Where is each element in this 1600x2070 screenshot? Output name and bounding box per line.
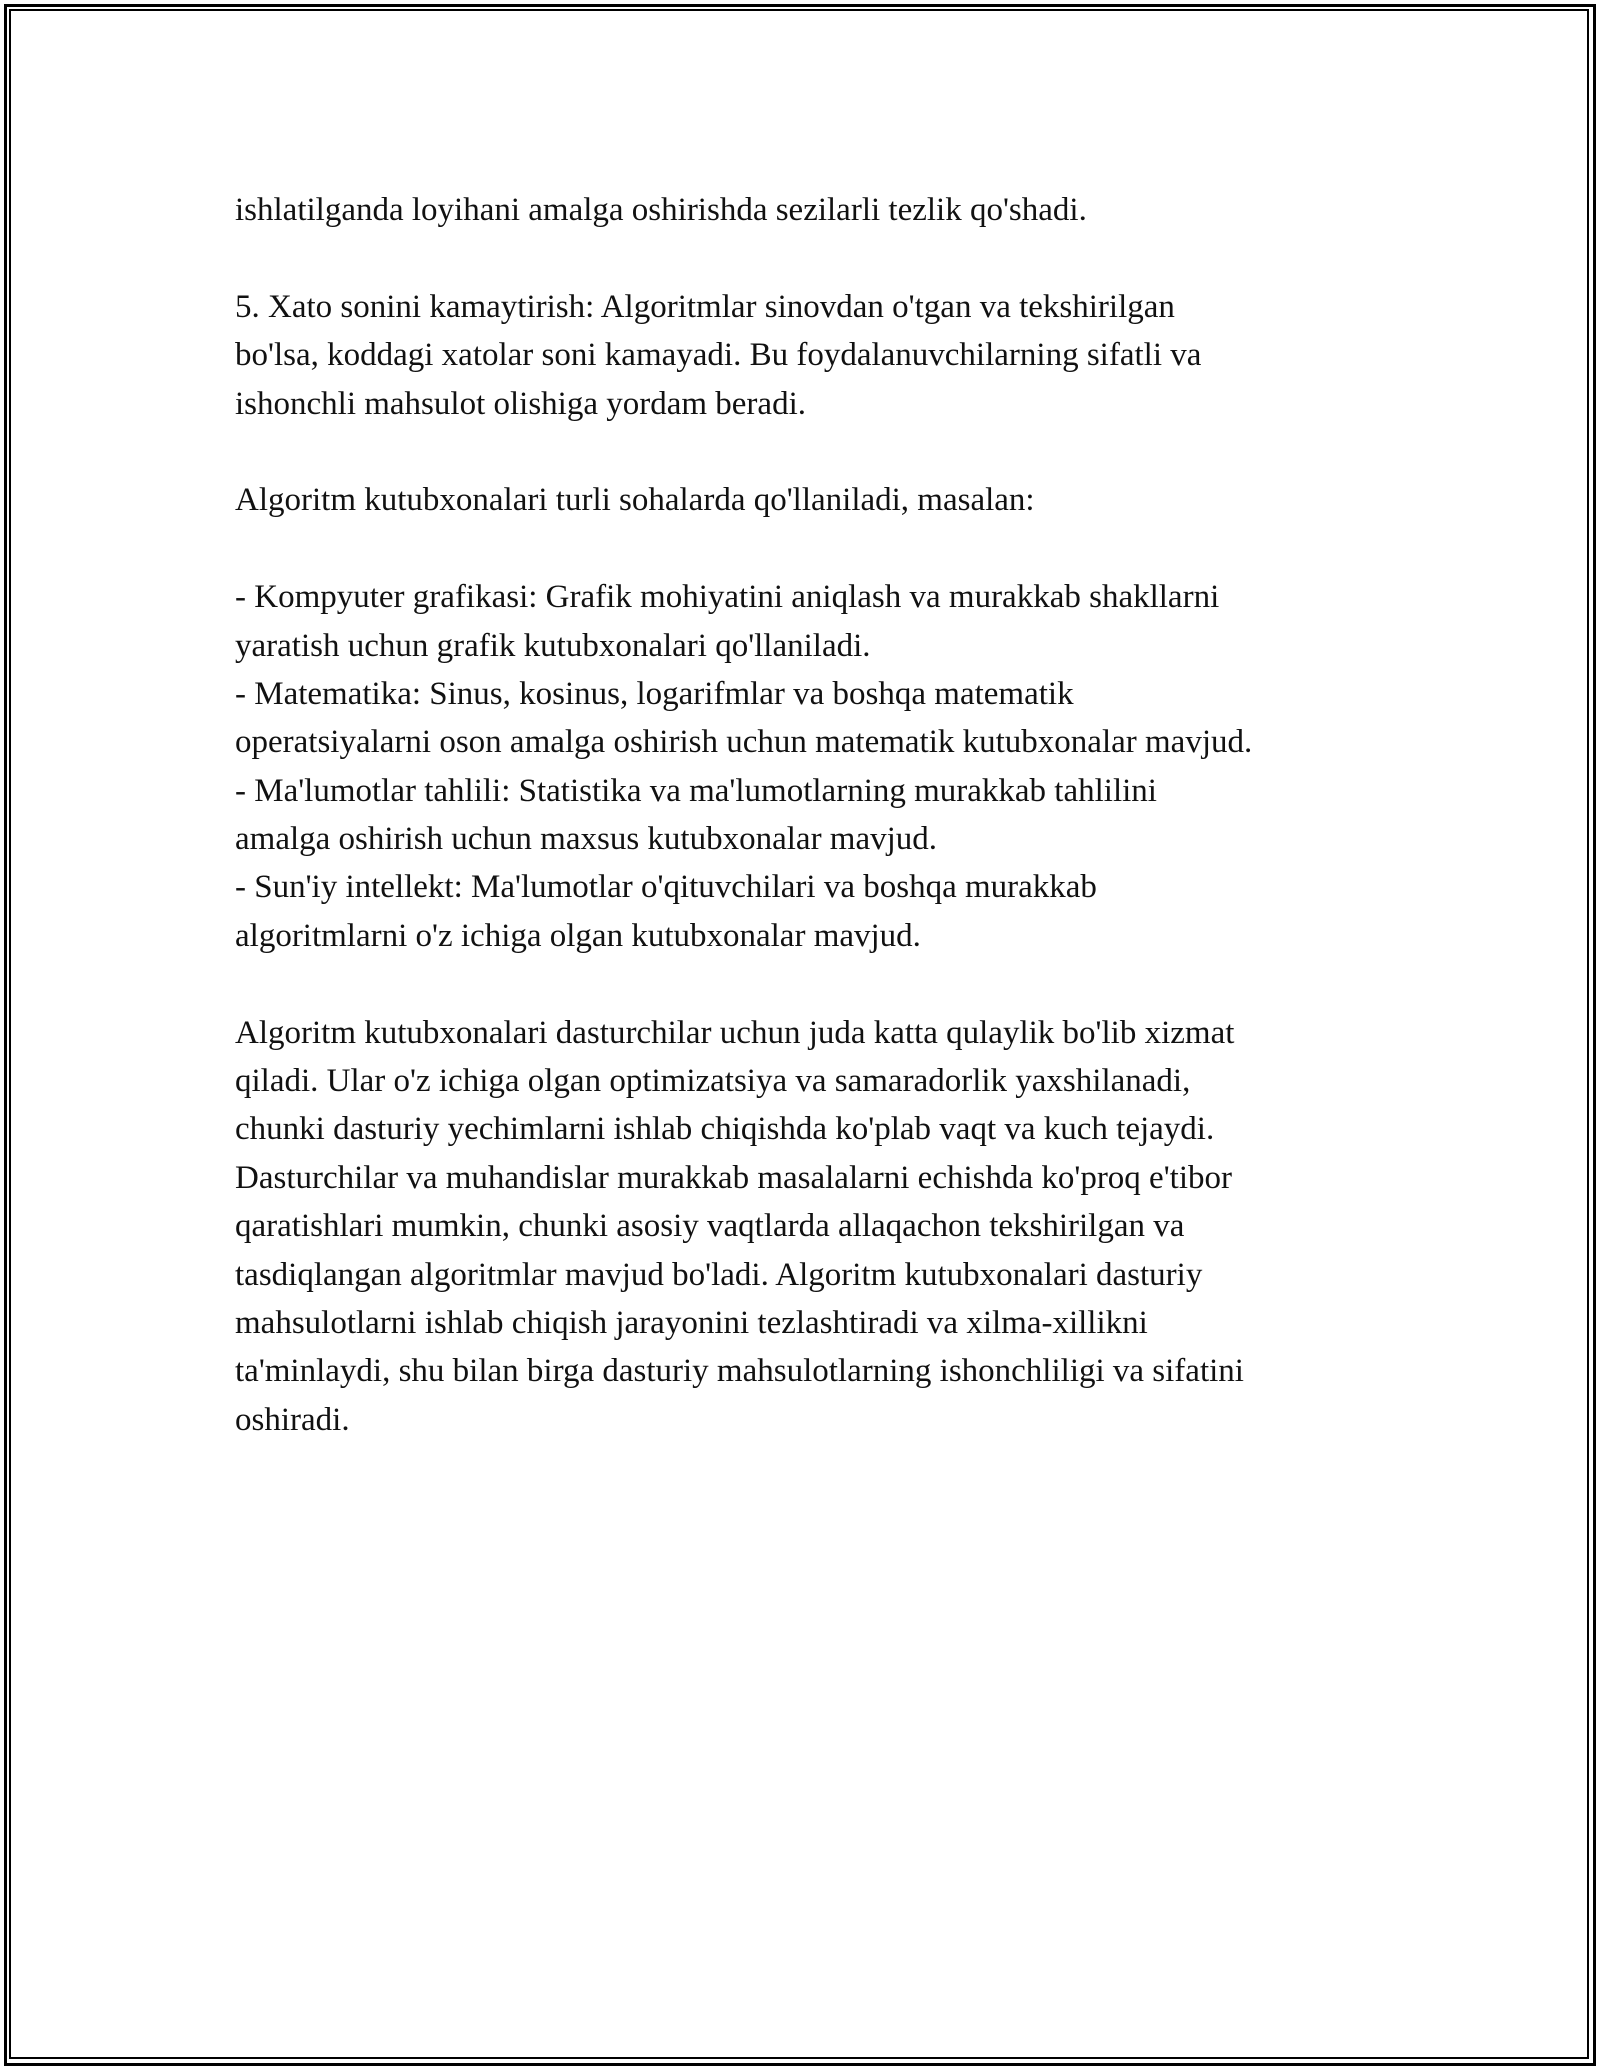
- text-line: operatsiyalarni oson amalga oshirish uchun matematik kutubxonalar mavjud.: [235, 724, 1253, 761]
- paragraph-gap: [235, 428, 1415, 476]
- text-line: Algoritm kutubxonalari dasturchilar uchun juda katta qulaylik bo'lib xizmat: [235, 1014, 1235, 1051]
- paragraph-conclusion: [235, 1009, 1415, 1445]
- paragraph-continuation: [235, 186, 1415, 234]
- text-line: - Matematika: Sinus, kosinus, logarifmlar va boshqa matematik: [235, 675, 1074, 712]
- text-line: amalga oshirish uchun maxsus kutubxonalar mavjud.: [235, 821, 938, 858]
- text-line: algoritmlarni o'z ichiga olgan kutubxonalar mavjud.: [235, 917, 921, 954]
- text-line: qiladi. Ular o'z ichiga olgan optimizatsiya va samaradorlik yaxshilanadi,: [235, 1063, 1191, 1100]
- text-line: yaratish uchun grafik kutubxonalari qo'llaniladi.: [235, 627, 871, 664]
- text-line: tasdiqlangan algoritmlar mavjud bo'ladi. Algoritm kutubxonalari dasturiy: [235, 1256, 1203, 1293]
- paragraph-gap: [235, 960, 1415, 1008]
- text-line: oshiradi.: [235, 1401, 350, 1438]
- text-line: chunki dasturiy yechimlarni ishlab chiqishda ko'plab vaqt va kuch tejaydi.: [235, 1111, 1215, 1148]
- text-line: - Kompyuter grafikasi: Grafik mohiyatini aniqlash va murakkab shakllarni: [235, 579, 1220, 616]
- paragraph-gap: [235, 525, 1415, 573]
- paragraph-point-5: [235, 283, 1415, 428]
- text-line: ishonchli mahsulot olishiga yordam beradi.: [235, 385, 806, 422]
- text-line: mahsulotlarni ishlab chiqish jarayonini tezlashtiradi va xilma-xillikni: [235, 1304, 1148, 1341]
- text-line: Dasturchilar va muhandislar murakkab masalalarni echishda ko'proq e'tibor: [235, 1159, 1232, 1196]
- text-line: ishlatilganda loyihani amalga oshirishda sezilarli tezlik qo'shadi.: [235, 192, 1087, 228]
- text-line: 5. Xato sonini kamaytirish: Algoritmlar sinovdan o'tgan va tekshirilgan: [235, 288, 1175, 325]
- paragraph-intro-areas: [235, 476, 1415, 524]
- text-line: bo'lsa, koddagi xatolar soni kamayadi. Bu foydalanuvchilarning sifatli va: [235, 337, 1202, 374]
- text-line: - Ma'lumotlar tahlili: Statistika va ma'lumotlarning murakkab tahlilini: [235, 772, 1157, 809]
- text-line: Algoritm kutubxonalari turli sohalarda qo'llaniladi, masalan:: [235, 482, 1035, 519]
- text-line: qaratishlari mumkin, chunki asosiy vaqtlarda allaqachon tekshirilgan va: [235, 1208, 1185, 1245]
- document-body: [235, 186, 1415, 1444]
- paragraph-areas-list: [235, 573, 1415, 960]
- text-line: ta'minlaydi, shu bilan birga dasturiy mahsulotlarning ishonchliligi va sifatini: [235, 1353, 1244, 1390]
- text-line: - Sun'iy intellekt: Ma'lumotlar o'qituvchilari va boshqa murakkab: [235, 869, 1097, 906]
- paragraph-gap: [235, 234, 1415, 282]
